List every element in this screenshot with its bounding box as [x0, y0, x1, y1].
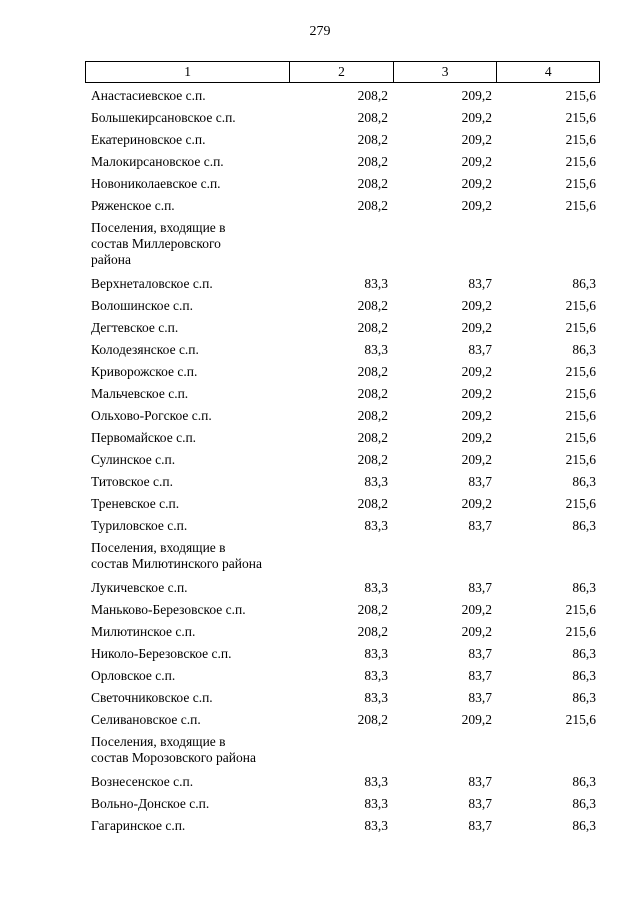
value-col-2: 208,2	[357, 110, 388, 125]
value-col-4: 215,6	[565, 430, 596, 445]
table-row	[85, 794, 600, 816]
settlement-name: Орловское с.п.	[91, 668, 176, 683]
value-col-2: 83,3	[364, 690, 388, 705]
value-col-2: 208,2	[357, 88, 388, 103]
value-col-3: 209,2	[461, 408, 492, 423]
settlement-name: Ольхово-Рогское с.п.	[91, 408, 212, 423]
settlement-name: Криворожское с.п.	[91, 364, 198, 379]
value-col-3: 209,2	[461, 132, 492, 147]
value-col-3: 209,2	[461, 298, 492, 313]
value-col-3: 209,2	[461, 430, 492, 445]
settlement-name: Большекирсановское с.п.	[91, 110, 236, 125]
value-col-2: 208,2	[357, 408, 388, 423]
table-row	[85, 196, 600, 218]
value-col-2: 208,2	[357, 712, 388, 727]
table-row	[85, 274, 600, 296]
value-col-4: 215,6	[565, 298, 596, 313]
column-header-2: 2	[290, 62, 394, 82]
table-row	[85, 340, 600, 362]
section-heading-row	[85, 218, 600, 274]
value-col-4: 86,3	[572, 646, 596, 661]
table-row	[85, 296, 600, 318]
value-col-2: 83,3	[364, 474, 388, 489]
value-col-4: 215,6	[565, 198, 596, 213]
value-col-2: 208,2	[357, 386, 388, 401]
table-row	[85, 174, 600, 196]
value-col-3: 209,2	[461, 176, 492, 191]
settlement-name: Волошинское с.п.	[91, 298, 194, 313]
value-col-4: 215,6	[565, 132, 596, 147]
settlement-name: Треневское с.п.	[91, 496, 180, 511]
value-col-2: 83,3	[364, 580, 388, 595]
settlement-name: Ряженское с.п.	[91, 198, 175, 213]
table-row	[85, 578, 600, 600]
table-row	[85, 644, 600, 666]
value-col-3: 83,7	[468, 580, 492, 595]
value-col-3: 83,7	[468, 646, 492, 661]
value-col-2: 83,3	[364, 518, 388, 533]
table-row	[85, 622, 600, 644]
value-col-4: 86,3	[572, 276, 596, 291]
value-col-4: 215,6	[565, 712, 596, 727]
settlement-name: Туриловское с.п.	[91, 518, 188, 533]
table-row	[85, 472, 600, 494]
value-col-2: 83,3	[364, 796, 388, 811]
settlement-name: Колодезянское с.п.	[91, 342, 199, 357]
value-col-3: 83,7	[468, 276, 492, 291]
value-col-4: 215,6	[565, 452, 596, 467]
value-col-4: 215,6	[565, 154, 596, 169]
value-col-3: 83,7	[468, 342, 492, 357]
value-col-3: 83,7	[468, 690, 492, 705]
settlement-name: Светочниковское с.п.	[91, 690, 213, 705]
value-col-2: 208,2	[357, 154, 388, 169]
settlement-name: Вознесенское с.п.	[91, 774, 194, 789]
value-col-2: 208,2	[357, 320, 388, 335]
settlement-name: Сулинское с.п.	[91, 452, 176, 467]
value-col-4: 215,6	[565, 602, 596, 617]
value-col-3: 83,7	[468, 474, 492, 489]
table-row	[85, 86, 600, 108]
value-col-3: 209,2	[461, 320, 492, 335]
table-row	[85, 816, 600, 838]
value-col-3: 209,2	[461, 496, 492, 511]
value-col-2: 83,3	[364, 774, 388, 789]
value-col-2: 208,2	[357, 132, 388, 147]
value-col-4: 215,6	[565, 496, 596, 511]
value-col-4: 215,6	[565, 88, 596, 103]
value-col-3: 209,2	[461, 602, 492, 617]
value-col-4: 215,6	[565, 176, 596, 191]
value-col-4: 86,3	[572, 668, 596, 683]
value-col-3: 209,2	[461, 386, 492, 401]
settlement-name: Вольно-Донское с.п.	[91, 796, 210, 811]
value-col-2: 208,2	[357, 452, 388, 467]
settlement-name: Первомайское с.п.	[91, 430, 197, 445]
value-col-2: 208,2	[357, 364, 388, 379]
value-col-3: 209,2	[461, 452, 492, 467]
value-col-3: 209,2	[461, 88, 492, 103]
column-header-1: 1	[86, 62, 290, 82]
section-heading: Поселения, входящие в состав Морозовского района	[91, 734, 256, 765]
value-col-4: 86,3	[572, 580, 596, 595]
table-row	[85, 494, 600, 516]
settlement-name: Милютинское с.п.	[91, 624, 196, 639]
value-col-2: 83,3	[364, 276, 388, 291]
value-col-4: 215,6	[565, 386, 596, 401]
settlement-name: Новониколаевское с.п.	[91, 176, 221, 191]
value-col-2: 83,3	[364, 818, 388, 833]
table-row	[85, 516, 600, 538]
settlement-name: Дегтевское с.п.	[91, 320, 179, 335]
table-row	[85, 152, 600, 174]
value-col-2: 208,2	[357, 198, 388, 213]
value-col-3: 83,7	[468, 518, 492, 533]
value-col-4: 86,3	[572, 690, 596, 705]
page-number: 279	[309, 24, 331, 39]
value-col-3: 209,2	[461, 110, 492, 125]
value-col-2: 208,2	[357, 624, 388, 639]
section-heading: Поселения, входящие в состав Милютинского района	[91, 540, 262, 571]
value-col-4: 215,6	[565, 408, 596, 423]
value-col-2: 208,2	[357, 176, 388, 191]
value-col-2: 208,2	[357, 298, 388, 313]
table-row	[85, 600, 600, 622]
table-row	[85, 406, 600, 428]
value-col-2: 208,2	[357, 602, 388, 617]
table-row	[85, 688, 600, 710]
settlement-name: Селивановское с.п.	[91, 712, 201, 727]
section-heading: Поселения, входящие в состав Миллеровского района	[91, 220, 226, 267]
value-col-4: 215,6	[565, 624, 596, 639]
table-row	[85, 130, 600, 152]
settlement-name: Верхнеталовское с.п.	[91, 276, 213, 291]
settlement-name: Лукичевское с.п.	[91, 580, 188, 595]
settlement-name: Екатериновское с.п.	[91, 132, 206, 147]
value-col-3: 209,2	[461, 154, 492, 169]
settlement-name: Малокирсановское с.п.	[91, 154, 224, 169]
column-header-4: 4	[544, 64, 552, 79]
settlement-name: Маньково-Березовское с.п.	[91, 602, 246, 617]
value-col-4: 86,3	[572, 342, 596, 357]
table-row	[85, 710, 600, 732]
table-row	[85, 384, 600, 406]
settlement-name: Мальчевское с.п.	[91, 386, 189, 401]
table-row	[85, 362, 600, 384]
value-col-4: 86,3	[572, 774, 596, 789]
table-row	[85, 428, 600, 450]
table-row	[85, 666, 600, 688]
value-col-4: 86,3	[572, 474, 596, 489]
section-heading-row	[85, 732, 600, 772]
settlement-name: Гагаринское с.п.	[91, 818, 186, 833]
settlement-name: Титовское с.п.	[91, 474, 174, 489]
column-header-3: 3	[394, 62, 498, 82]
value-col-4: 86,3	[572, 518, 596, 533]
value-col-3: 83,7	[468, 774, 492, 789]
value-col-3: 209,2	[461, 364, 492, 379]
value-col-3: 83,7	[468, 668, 492, 683]
value-col-3: 209,2	[461, 624, 492, 639]
table-body	[85, 86, 600, 838]
value-col-2: 83,3	[364, 646, 388, 661]
value-col-2: 83,3	[364, 342, 388, 357]
settlement-name: Анастасиевское с.п.	[91, 88, 206, 103]
value-col-3: 209,2	[461, 712, 492, 727]
value-col-3: 83,7	[468, 796, 492, 811]
table-row	[85, 108, 600, 130]
table-header	[85, 61, 600, 83]
table-row	[85, 318, 600, 340]
value-col-4: 215,6	[565, 320, 596, 335]
table-row	[85, 772, 600, 794]
settlement-name: Николо-Березовское с.п.	[91, 646, 232, 661]
table-row	[85, 450, 600, 472]
value-col-2: 83,3	[364, 668, 388, 683]
section-heading-row	[85, 538, 600, 578]
value-col-2: 208,2	[357, 496, 388, 511]
value-col-4: 86,3	[572, 796, 596, 811]
value-col-4: 215,6	[565, 364, 596, 379]
value-col-4: 86,3	[572, 818, 596, 833]
value-col-3: 209,2	[461, 198, 492, 213]
value-col-3: 83,7	[468, 818, 492, 833]
value-col-2: 208,2	[357, 430, 388, 445]
value-col-4: 215,6	[565, 110, 596, 125]
